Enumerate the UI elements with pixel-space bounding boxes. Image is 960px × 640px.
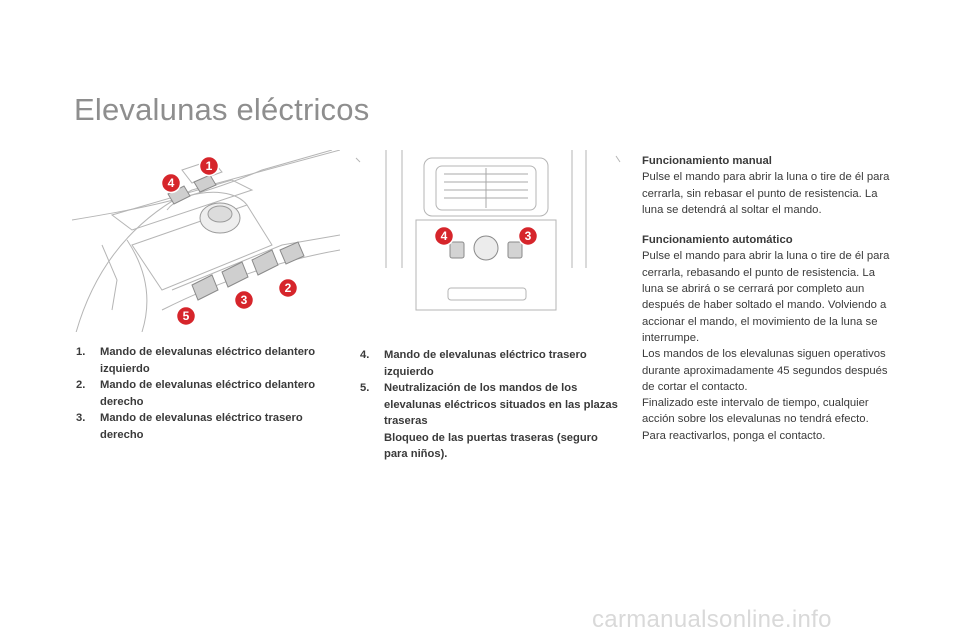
callout-1: 1 xyxy=(205,159,213,173)
callout-3-rear: 3 xyxy=(524,229,532,243)
list-item xyxy=(76,410,336,443)
automatic-body-3: Finalizado este intervalo de tiempo, cualquier acción sobre los elevalunas no tendrá efecto. xyxy=(642,397,869,426)
list-item xyxy=(360,430,622,463)
item-text: Mando de elevalunas eléctrico trasero derecho xyxy=(100,412,303,441)
item-number: 2. xyxy=(76,379,86,391)
automatic-body-2: Los mandos de los elevalunas siguen operativos durante aproximadamente 45 segundos después de cortar el contacto. xyxy=(642,348,888,393)
item-text: Bloqueo de las puertas traseras (seguro para niños). xyxy=(384,431,598,460)
item-number: 4. xyxy=(360,349,370,361)
manual-section xyxy=(642,153,892,218)
watermark[interactable]: carmanualsonline.info xyxy=(592,606,832,633)
item-number: 1. xyxy=(76,346,86,358)
automatic-section xyxy=(642,232,892,444)
page-title: Elevalunas eléctricos xyxy=(74,92,370,127)
door-panel-illustration xyxy=(72,150,340,332)
control-list-middle xyxy=(360,347,622,463)
control-list-left xyxy=(76,344,336,443)
rear-console-illustration xyxy=(354,150,624,332)
item-number xyxy=(360,430,384,463)
item-text: Mando de elevalunas eléctrico delantero izquierdo xyxy=(100,346,316,375)
item-text: Mando de elevalunas eléctrico trasero izquierdo xyxy=(384,349,587,378)
item-number: 5. xyxy=(360,382,370,394)
item-number: 3. xyxy=(76,412,86,424)
item-text: Mando de elevalunas eléctrico delantero derecho xyxy=(100,379,316,408)
list-item xyxy=(76,377,336,410)
automatic-body: Pulse el mando para abrir la luna o tire de él para cerrarla, rebasando el punto de resistencia. La luna se abrirá o se cerrará por completo aun después de haber soltado el mando. Volviendo a accionar el mando, el movimiento de la luna se interrumpe. xyxy=(642,250,890,344)
callout-4: 4 xyxy=(167,176,175,190)
list-item xyxy=(360,347,622,380)
operation-instructions xyxy=(642,153,892,458)
manual-title: Funcionamiento manual xyxy=(642,155,772,167)
list-item xyxy=(76,344,336,377)
automatic-title: Funcionamiento automático xyxy=(642,234,793,247)
item-text: Neutralización de los mandos de los elevalunas eléctricos situados en las plazas traseras xyxy=(384,382,618,427)
callout-5: 5 xyxy=(182,309,190,323)
callout-3: 3 xyxy=(240,293,248,307)
callout-2: 2 xyxy=(284,281,292,295)
automatic-body-4: Para reactivarlos, ponga el contacto. xyxy=(642,429,826,442)
callout-4-rear: 4 xyxy=(440,229,448,243)
manual-body: Pulse el mando para abrir la luna o tire de él para cerrarla, sin rebasar el punto de resistencia. La luna se detendrá al soltar el mando. xyxy=(642,171,890,216)
list-item xyxy=(360,380,622,430)
